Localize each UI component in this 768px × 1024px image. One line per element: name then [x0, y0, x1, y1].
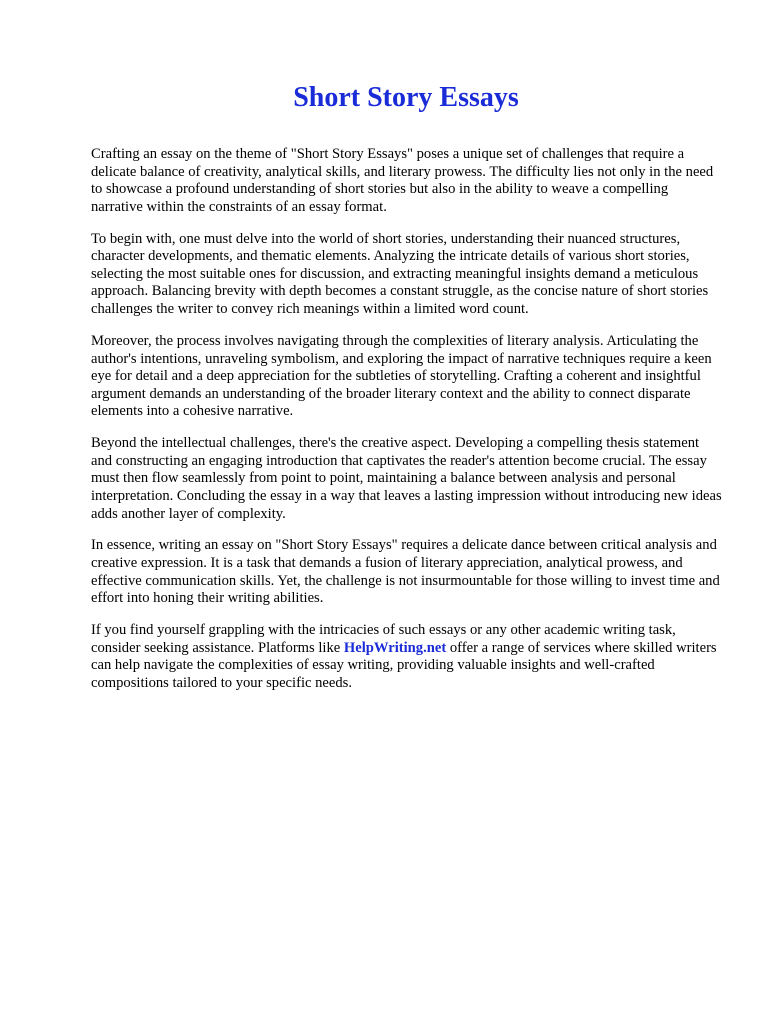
paragraph-1: Crafting an essay on the theme of "Short Story Essays" poses a unique set of challenges that require a delicate balance of creativity, analytical skills, and literary prowess. The difficulty lies not only in the need to showcase a profound understanding of short stories but also in the ability to weave a compelling narrative within the constraints of an essay format. [91, 146, 714, 215]
paragraph-2: To begin with, one must delve into the world of short stories, understanding their nuanced structures, character developments, and thematic elements. Analyzing the intricate details of various short stories, selecting the most suitable ones for discussion, and extracting meaningful insights demand a meticulous approach. Balancing brevity with depth becomes a constant struggle, as the concise nature of short stories challenges the writer to convey rich meanings within a limited word count. [91, 230, 709, 318]
paragraph-6 [91, 622, 723, 692]
paragraph-5: In essence, writing an essay on "Short Story Essays" requires a delicate dance between critical analysis and creative expression. It is a task that demands a fusion of literary appreciation, analytical prowess, and effective communication skills. Yet, the challenge is not insurmountable for those willing to invest time and effort into honing their writing abilities. [91, 537, 720, 607]
document-title: Short Story Essays [293, 82, 519, 113]
paragraph-6-text-before: If you find yourself grappling with the intricacies of such essays or any other academic writing task, consider seeking assistance. Platforms like [91, 622, 676, 656]
paragraph-3: Moreover, the process involves navigating through the complexities of literary analysis. Articulating the author's intentions, unraveling symbolism, and exploring the impact of narrative techniques require a keen eye for detail and a deep appreciation for the subtleties of storytelling. Crafting a coherent and insightful argument demands an understanding of the broader literary context and the ability to connect disparate elements into a cohesive narrative. [91, 332, 712, 420]
paragraph-4: Beyond the intellectual challenges, there's the creative aspect. Developing a compelling thesis statement and constructing an engaging introduction that captivates the reader's attention become crucial. The essay must then flow seamlessly from point to point, maintaining a balance between analysis and personal interpretation. Concluding the essay in a way that leaves a lasting impression without introducing new ideas adds another layer of complexity. [91, 435, 722, 522]
document-body [91, 146, 723, 707]
paragraph-6-text-after: offer a range of services where skilled writers can help navigate the complexities of essay writing, providing valuable insights and well-crafted compositions tailored to your specific needs. [91, 639, 717, 691]
helpwriting-link[interactable]: HelpWriting.net [343, 639, 447, 656]
